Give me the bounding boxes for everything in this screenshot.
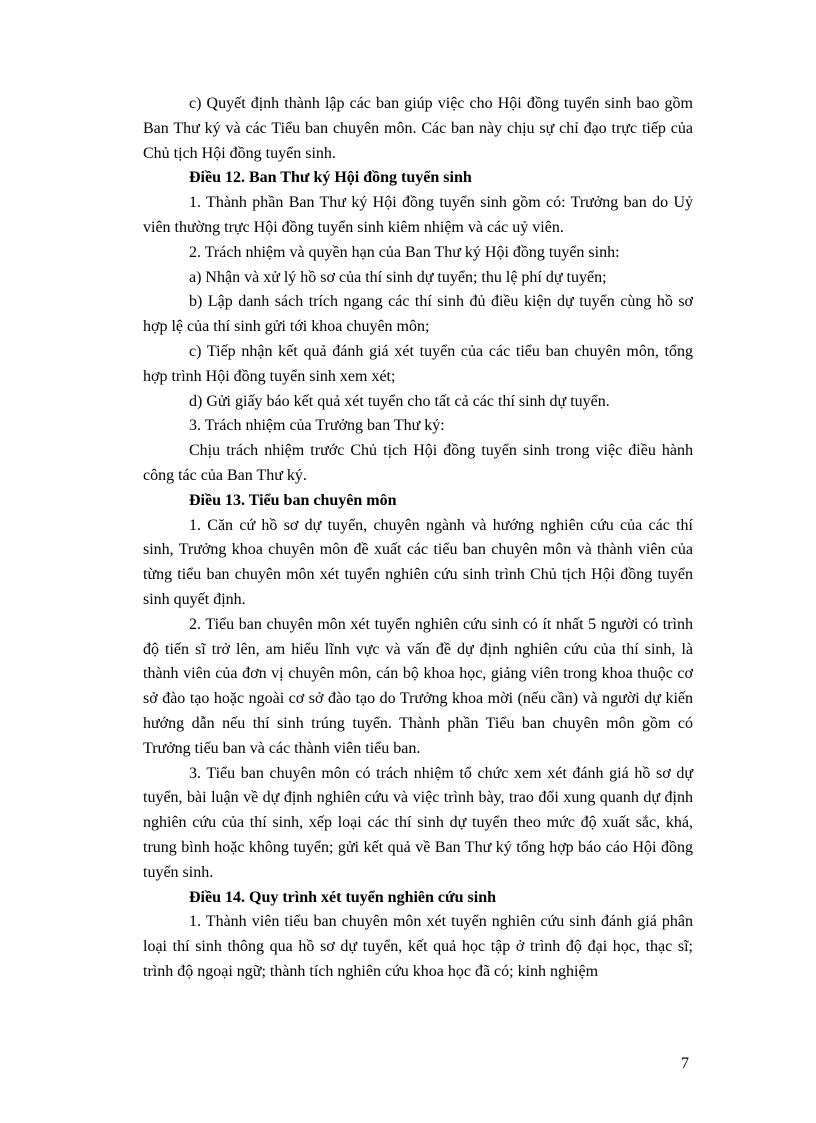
paragraph: 3. Trách nhiệm của Trưởng ban Thư ký: [189, 417, 445, 435]
paragraph: 3. Tiểu ban chuyên môn có trách nhiệm tổ chức xem xét đánh giá hồ sơ dự tuyển, bài luận về dự định nghiên cứu và việc trình bày, trao đổi xung quanh dự định nghiên cứu của thí sinh, xếp loại các thí sinh dự tuyển theo mức độ xuất sắc, khá, trung bình hoặc không tuyển; gửi kết quả về Ban Thư ký tổng hợp báo cáo Hội đồng tuyển sinh. [143, 764, 693, 881]
paragraph: d) Gửi giấy báo kết quả xét tuyển cho tất cả các thí sinh dự tuyển. [189, 392, 610, 410]
article-heading-12: Điều 12. Ban Thư ký Hội đồng tuyển sinh [189, 169, 472, 187]
paragraph: Chịu trách nhiệm trước Chủ tịch Hội đồng tuyển sinh trong việc điều hành công tác của Ban Thư ký. [143, 442, 693, 484]
paragraph: 2. Trách nhiệm và quyền hạn của Ban Thư ký Hội đồng tuyển sinh: [189, 243, 620, 261]
paragraph: 1. Thành viên tiểu ban chuyên môn xét tuyển nghiên cứu sinh đánh giá phân loại thí sinh thông qua hồ sơ dự tuyển, kết quả học tập ở trình độ đại học, thạc sĩ; trình độ ngoại ngữ; thành tích nghiên cứu khoa học đã có; kinh nghiệm [143, 913, 693, 980]
paragraph: 1. Căn cứ hồ sơ dự tuyển, chuyên ngành và hướng nghiên cứu của các thí sinh, Trưởng khoa chuyên môn đề xuất các tiểu ban chuyên môn và thành viên của từng tiểu ban chuyên môn xét tuyển nghiên cứu sinh trình Chủ tịch Hội đồng tuyển sinh quyết định. [143, 516, 693, 608]
page-number: 7 [681, 1055, 689, 1072]
paragraph: a) Nhận và xử lý hồ sơ của thí sinh dự tuyển; thu lệ phí dự tuyển; [189, 268, 607, 286]
document-body [143, 92, 693, 985]
paragraph: c) Quyết định thành lập các ban giúp việc cho Hội đồng tuyển sinh bao gồm Ban Thư ký và các Tiểu ban chuyên môn. Các ban này chịu sự chỉ đạo trực tiếp của Chủ tịch Hội đồng tuyển sinh. [143, 95, 693, 162]
article-heading-14: Điều 14. Quy trình xét tuyển nghiên cứu sinh [189, 888, 496, 906]
paragraph: c) Tiếp nhận kết quả đánh giá xét tuyển của các tiểu ban chuyên môn, tổng hợp trình Hội đồng tuyển sinh xem xét; [143, 342, 693, 385]
paragraph: b) Lập danh sách trích ngang các thí sinh đủ điều kiện dự tuyển cùng hồ sơ hợp lệ của thí sinh gửi tới khoa chuyên môn; [143, 293, 693, 336]
article-heading-13: Điều 13. Tiểu ban chuyên môn [189, 491, 397, 509]
paragraph: 1. Thành phần Ban Thư ký Hội đồng tuyển sinh gồm có: Trưởng ban do Uỷ viên thường trực Hội đồng tuyển sinh kiêm nhiệm và các uỷ viên. [143, 194, 693, 236]
paragraph: 2. Tiểu ban chuyên môn xét tuyển nghiên cứu sinh có ít nhất 5 người có trình độ tiến sĩ trở lên, am hiểu lĩnh vực và vấn đề dự định nghiên cứu của thí sinh, là thành viên của đơn vị chuyên môn, cán bộ khoa học, giảng viên trong khoa thuộc cơ sở đào tạo hoặc ngoài cơ sở đào tạo do Trưởng khoa mời (nếu cần) và người dự kiến hướng dẫn nếu thí sinh trúng tuyển. Thành phần Tiểu ban chuyên môn gồm có Trưởng tiểu ban và các thành viên tiểu ban. [143, 615, 693, 757]
